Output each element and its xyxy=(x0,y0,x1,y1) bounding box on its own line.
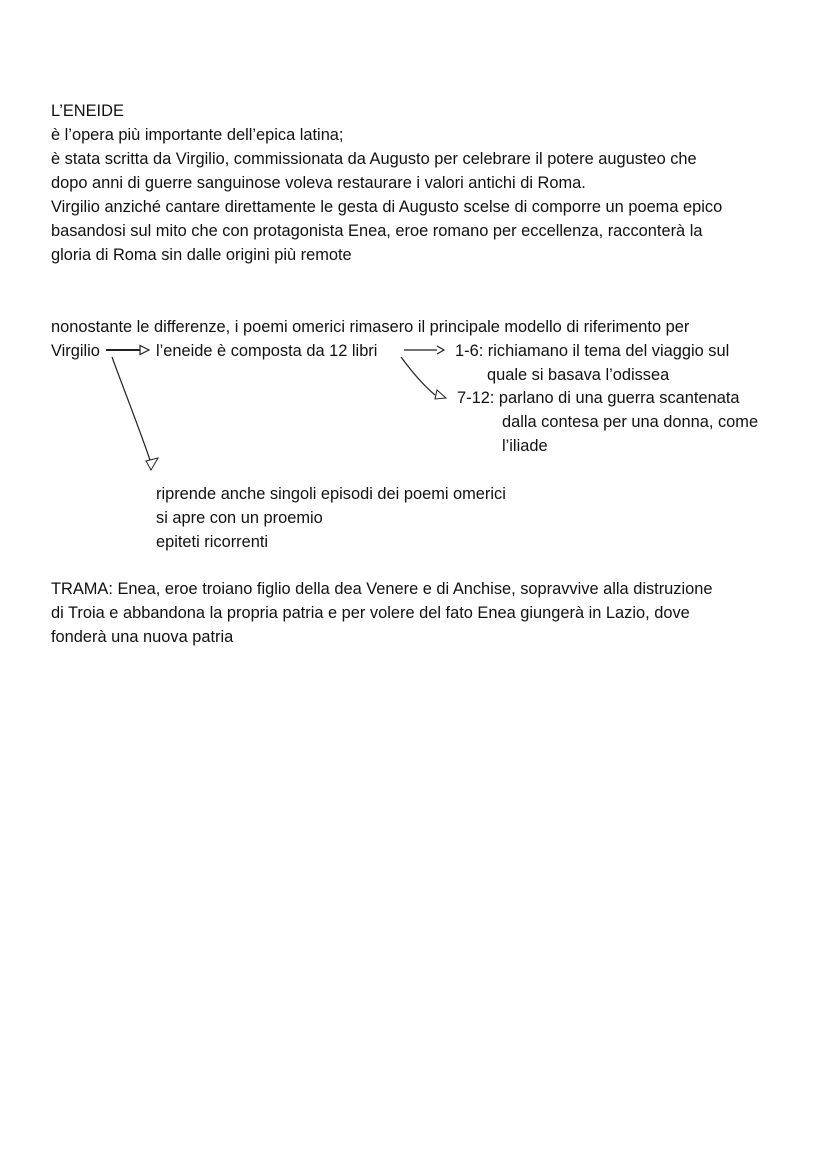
plot-line-3: fonderà una nuova patria xyxy=(51,628,234,646)
models-intro-line: nonostante le differenze, i poemi omerici rimasero il principale modello di riferimento per xyxy=(51,318,690,336)
books-7-12-line-2: dalla contesa per una donna, come xyxy=(502,413,759,431)
intro-line-2: è stata scritta da Virgilio, commissionata da Augusto per celebrare il potere augusteo che xyxy=(51,150,697,168)
books-7-12-line-3: l’iliade xyxy=(502,437,548,455)
feature-item-2: si apre con un proemio xyxy=(156,509,323,527)
intro-line-4: Virgilio anziché cantare direttamente le gesta di Augusto scelse di comporre un poema epico xyxy=(51,198,723,216)
virgilio-label: Virgilio xyxy=(51,342,100,360)
books-1-6-line-2: quale si basava l’odissea xyxy=(487,366,670,384)
plot-line-2: di Troia e abbandona la propria patria e per volere del fato Enea giungerà in Lazio, dove xyxy=(51,604,690,622)
books-7-12-line-1: 7-12: parlano di una guerra scantenata xyxy=(457,389,740,407)
arrow-books-to-1-6 xyxy=(404,346,444,354)
document-title: L’ENEIDE xyxy=(51,102,124,120)
arrow-virgilio-to-books xyxy=(106,346,149,355)
books-label: l’eneide è composta da 12 libri xyxy=(156,342,378,360)
feature-item-3: epiteti ricorrenti xyxy=(156,533,269,551)
intro-line-1: è l’opera più importante dell’epica latina; xyxy=(51,126,344,144)
arrow-virgilio-to-features xyxy=(112,357,158,470)
arrow-books-to-7-12 xyxy=(401,357,446,399)
intro-line-6: gloria di Roma sin dalle origini più remote xyxy=(51,246,352,264)
books-1-6-line-1: 1-6: richiamano il tema del viaggio sul xyxy=(455,342,730,360)
feature-item-1: riprende anche singoli episodi dei poemi omerici xyxy=(156,485,506,503)
plot-line-1: TRAMA: Enea, eroe troiano figlio della dea Venere e di Anchise, sopravvive alla distruzione xyxy=(51,580,713,598)
intro-line-3: dopo anni di guerre sanguinose voleva restaurare i valori antichi di Roma. xyxy=(51,174,586,192)
intro-line-5: basandosi sul mito che con protagonista Enea, eroe romano per eccellenza, racconterà la xyxy=(51,222,703,240)
